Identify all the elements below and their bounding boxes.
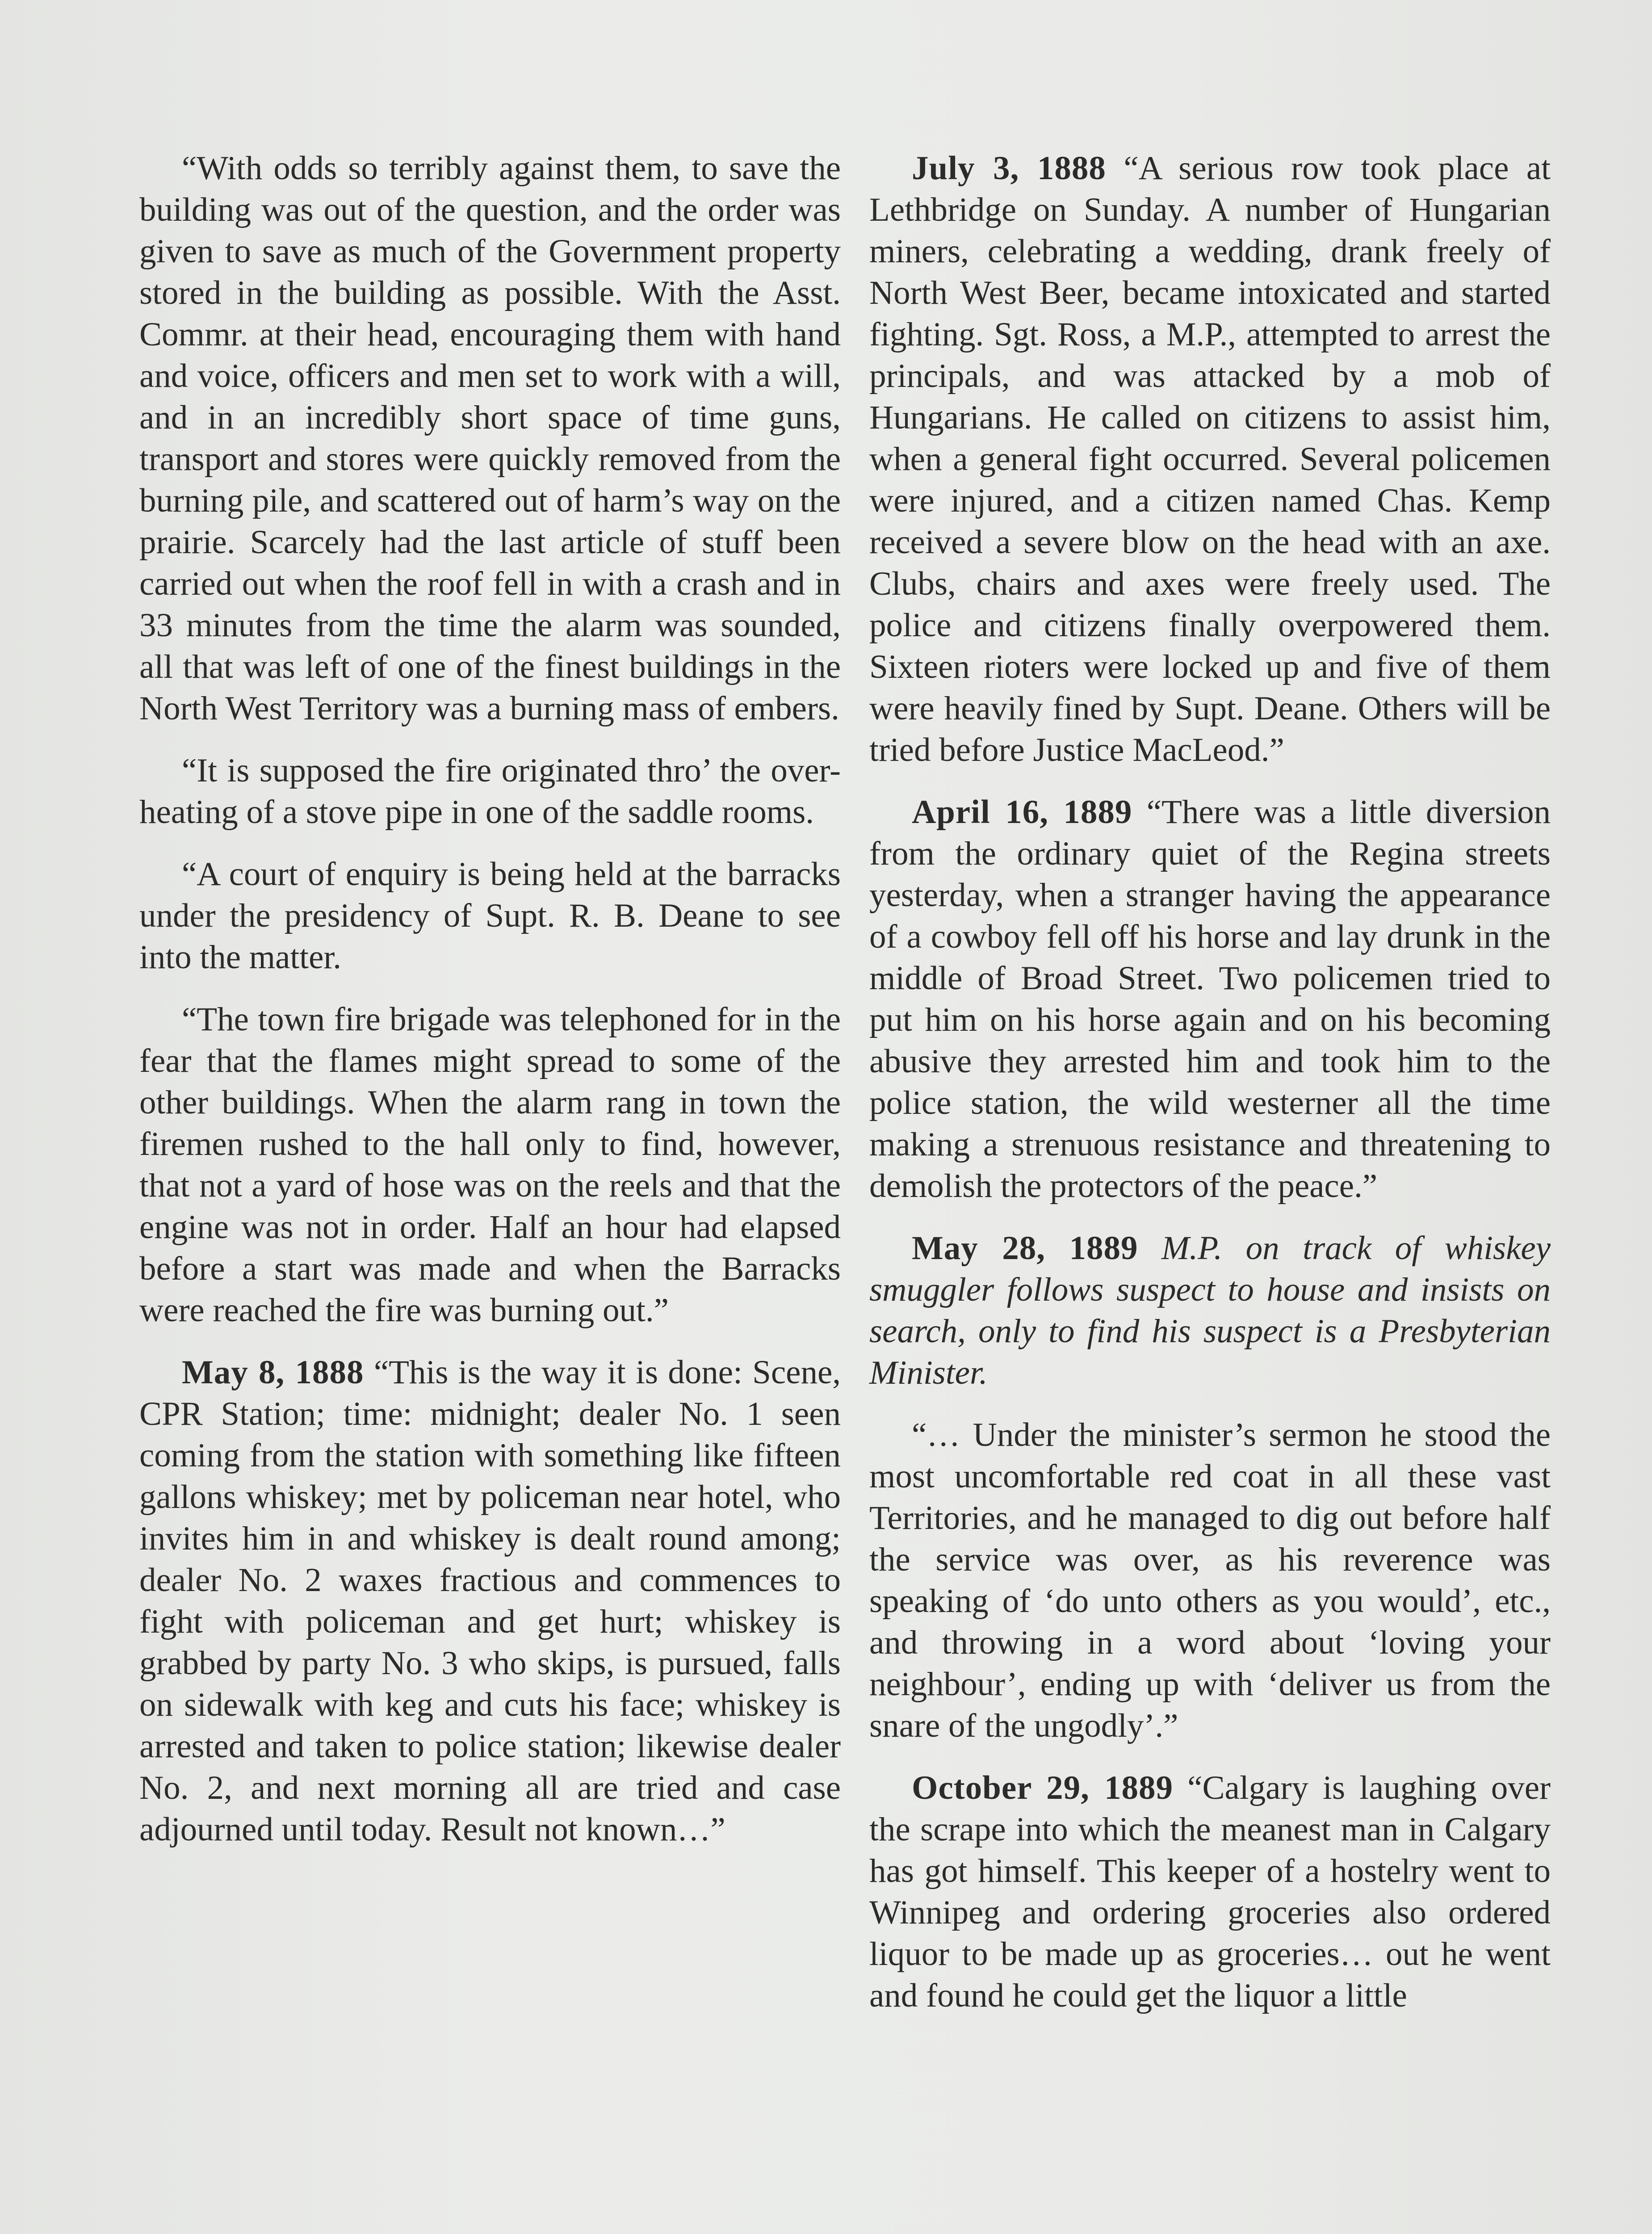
entry-july-3-1888 (869, 147, 1551, 771)
paragraph-fire-rescue: “With odds so terribly against them, to save the building was out of the question, and the order was given to save as much of the Government property stored in the building as possible. With the Asst. Commr. at their head, encouraging them with hand and voice, officers and men set to work with a will, and in an incredibly short space of time guns, transport and stores were quickly removed from the burning pile, and scattered out of harm’s way on the prairie. Scarcely had the last article of stuff been carried out when the roof fell in with a crash and in 33 minutes from the time the alarm was sounded, all that was left of one of the finest buildings in the North West Territory was a burning mass of embers. (139, 150, 841, 727)
entry-text: “There was a little diversion from the ordinary quiet of the Regina streets yesterday, when a stranger having the appearance of a cowboy fell off his horse and lay drunk in the middle of Broad Street. Two policemen tried to put him on his horse again and on his becoming abusive they arrested him and took him to the police station, the wild westerner all the time making a strenuous resistance and threatening to demolish the protectors of the peace.” (869, 794, 1551, 1205)
entry-date: July 3, 1888 (912, 150, 1106, 187)
entry-text: “Calgary is laughing over the scrape into which the meanest man in Calgary has got himself. This keeper of a hostelry went to Winnipeg and ordering groceries also ordered liquor to be made up as groceries… out he went and found he could get the liquor a little (869, 1769, 1551, 2014)
entry-date: April 16, 1889 (912, 794, 1132, 831)
entry-may-8-1888 (139, 1352, 841, 1850)
paragraph-fire-brigade: “The town fire brigade was telephoned for in the fear that the flames might spread to some of the other buildings. When the alarm rang in town the firemen rushed to the hall only to find, however, that not a yard of hose was on the reels and that the engine was not in order. Half an hour had elapsed before a start was made and when the Barracks were reached the fire was burning out.” (139, 1001, 841, 1329)
right-column (869, 147, 1551, 2037)
entry-text: “This is the way it is done: Scene, CPR Station; time: midnight; dealer No. 1 seen coming from the station with something like fifteen gallons whiskey; met by policeman near hotel, who invites him in and whiskey is dealt round among; dealer No. 2 waxes fractious and commences to fight with policeman and get hurt; whiskey is grabbed by party No. 3 who skips, is pursued, falls on sidewalk with keg and cuts his face; whiskey is arrested and taken to police station; likewise dealer No. 2, and next morning all are tried and case adjourned until today. Result not known…” (139, 1354, 841, 1848)
entry-date: May 28, 1889 (912, 1230, 1138, 1267)
entry-date: October 29, 1889 (912, 1769, 1174, 1806)
paragraph-court-enquiry: “A court of enquiry is being held at the barracks under the presidency of Supt. R. B. Deane to see into the matter. (139, 856, 841, 976)
left-column (139, 147, 841, 1871)
paragraph-fire-origin: “It is supposed the fire originated thro’ the over-heating of a stove pipe in one of the saddle rooms. (139, 752, 841, 831)
entry-date: May 8, 1888 (182, 1354, 364, 1391)
entry-october-29-1889 (869, 1767, 1551, 2016)
entry-summary: M.P. on track of whiskey smuggler follows suspect to house and insists on search, only to find his suspect is a Presbyterian Minister. (869, 1230, 1551, 1391)
paragraph-minister-sermon: “… Under the minister’s sermon he stood the most uncomfortable red coat in all these vast Territories, and he managed to dig out before half the service was over, as his reverence was speaking of ‘do unto others as you would’, etc., and throwing in a word about ‘loving your neighbour’, ending up with ‘deliver us from the snare of the ungodly’.” (869, 1416, 1551, 1744)
entry-april-16-1889 (869, 791, 1551, 1207)
entry-may-28-1889 (869, 1227, 1551, 1394)
entry-text: “A serious row took place at Lethbridge on Sunday. A number of Hungarian miners, celebrating a wedding, drank freely of North West Beer, became intoxicated and started fighting. Sgt. Ross, a M.P., attempted to arrest the principals, and was attacked by a mob of Hungarians. He called on citizens to assist him, when a general fight occurred. Several policemen were injured, and a citizen named Chas. Kemp received a severe blow on the head with an axe. Clubs, chairs and axes were freely used. The police and citizens finally overpowered them. Sixteen rioters were locked up and five of them were heavily fined by Supt. Deane. Others will be tried before Justice MacLeod.” (869, 150, 1551, 768)
